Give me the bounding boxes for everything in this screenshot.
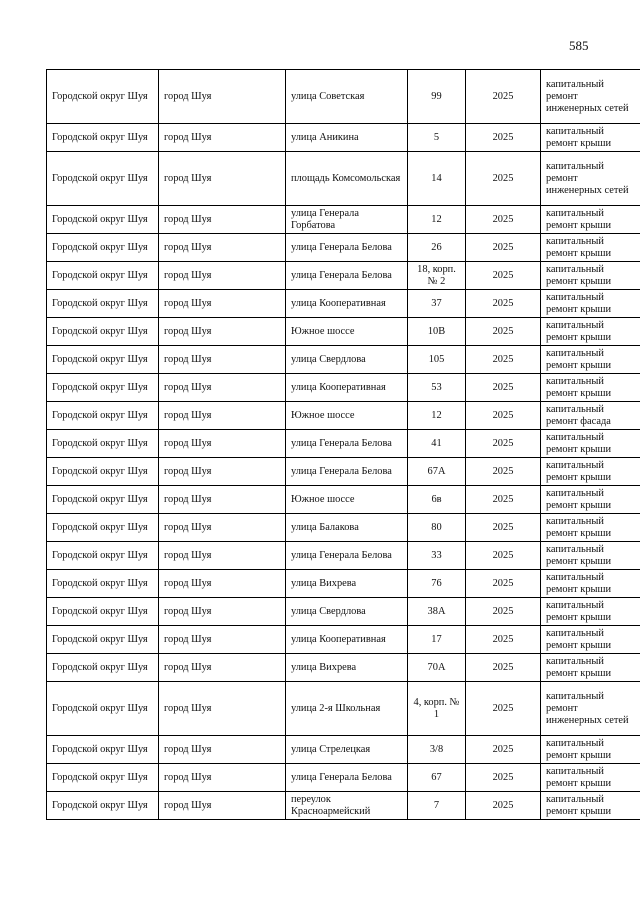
- table-row: [47, 598, 640, 626]
- page-number: 585: [569, 38, 589, 53]
- year-cell: 2025: [466, 402, 541, 430]
- table-row: [47, 542, 640, 570]
- street-cell: улица Генерала Белова: [286, 542, 408, 570]
- house-number-cell: 38А: [408, 598, 466, 626]
- house-number-cell: 67: [408, 764, 466, 792]
- year-cell: 2025: [466, 654, 541, 682]
- work-type-cell: капитальный ремонт крыши: [541, 318, 640, 346]
- repair-schedule-table: [46, 69, 640, 820]
- district-cell: Городской округ Шуя: [47, 206, 159, 234]
- work-type-cell: капитальный ремонт крыши: [541, 262, 640, 290]
- city-cell: город Шуя: [159, 206, 286, 234]
- street-cell: улица Генерала Белова: [286, 458, 408, 486]
- street-cell: улица Кооперативная: [286, 374, 408, 402]
- work-type-cell: капитальный ремонт крыши: [541, 234, 640, 262]
- work-type-cell: капитальный ремонт крыши: [541, 346, 640, 374]
- house-number-cell: 41: [408, 430, 466, 458]
- street-cell: улица Аникина: [286, 124, 408, 152]
- year-cell: 2025: [466, 626, 541, 654]
- district-cell: Городской округ Шуя: [47, 598, 159, 626]
- street-cell: улица Генерала Белова: [286, 430, 408, 458]
- work-type-cell: капитальный ремонт крыши: [541, 598, 640, 626]
- house-number-cell: 76: [408, 570, 466, 598]
- house-number-cell: 80: [408, 514, 466, 542]
- year-cell: 2025: [466, 570, 541, 598]
- year-cell: 2025: [466, 764, 541, 792]
- house-number-cell: 5: [408, 124, 466, 152]
- table-row: [47, 234, 640, 262]
- district-cell: Городской округ Шуя: [47, 542, 159, 570]
- work-type-cell: капитальный ремонт крыши: [541, 206, 640, 234]
- house-number-cell: 3/8: [408, 736, 466, 764]
- table-row: [47, 792, 640, 820]
- work-type-cell: капитальный ремонт крыши: [541, 792, 640, 820]
- city-cell: город Шуя: [159, 486, 286, 514]
- city-cell: город Шуя: [159, 598, 286, 626]
- city-cell: город Шуя: [159, 792, 286, 820]
- table-row: [47, 290, 640, 318]
- district-cell: Городской округ Шуя: [47, 318, 159, 346]
- city-cell: город Шуя: [159, 152, 286, 206]
- work-type-cell: капитальный ремонт крыши: [541, 458, 640, 486]
- house-number-cell: 17: [408, 626, 466, 654]
- street-cell: улица Свердлова: [286, 598, 408, 626]
- table-row: [47, 124, 640, 152]
- street-cell: улица Вихрева: [286, 570, 408, 598]
- street-cell: переулок Красноармейский: [286, 792, 408, 820]
- year-cell: 2025: [466, 70, 541, 124]
- table-row: [47, 514, 640, 542]
- district-cell: Городской округ Шуя: [47, 570, 159, 598]
- house-number-cell: 12: [408, 402, 466, 430]
- house-number-cell: 10В: [408, 318, 466, 346]
- table-row: [47, 152, 640, 206]
- year-cell: 2025: [466, 374, 541, 402]
- district-cell: Городской округ Шуя: [47, 486, 159, 514]
- table-row: [47, 626, 640, 654]
- house-number-cell: 99: [408, 70, 466, 124]
- work-type-cell: капитальный ремонт крыши: [541, 736, 640, 764]
- district-cell: Городской округ Шуя: [47, 514, 159, 542]
- year-cell: 2025: [466, 262, 541, 290]
- house-number-cell: 67А: [408, 458, 466, 486]
- work-type-cell: капитальный ремонт крыши: [541, 626, 640, 654]
- table-row: [47, 736, 640, 764]
- house-number-cell: 7: [408, 792, 466, 820]
- table-row: [47, 764, 640, 792]
- district-cell: Городской округ Шуя: [47, 70, 159, 124]
- year-cell: 2025: [466, 792, 541, 820]
- district-cell: Городской округ Шуя: [47, 792, 159, 820]
- work-type-cell: капитальный ремонт крыши: [541, 542, 640, 570]
- table-row: [47, 458, 640, 486]
- district-cell: Городской округ Шуя: [47, 458, 159, 486]
- table-body: [47, 70, 640, 820]
- year-cell: 2025: [466, 346, 541, 374]
- street-cell: улица 2-я Школьная: [286, 682, 408, 736]
- year-cell: 2025: [466, 598, 541, 626]
- city-cell: город Шуя: [159, 234, 286, 262]
- district-cell: Городской округ Шуя: [47, 626, 159, 654]
- year-cell: 2025: [466, 682, 541, 736]
- city-cell: город Шуя: [159, 736, 286, 764]
- year-cell: 2025: [466, 290, 541, 318]
- house-number-cell: 105: [408, 346, 466, 374]
- year-cell: 2025: [466, 736, 541, 764]
- year-cell: 2025: [466, 206, 541, 234]
- city-cell: город Шуя: [159, 290, 286, 318]
- city-cell: город Шуя: [159, 124, 286, 152]
- street-cell: улица Генерала Горбатова: [286, 206, 408, 234]
- district-cell: Городской округ Шуя: [47, 234, 159, 262]
- district-cell: Городской округ Шуя: [47, 152, 159, 206]
- street-cell: улица Вихрева: [286, 654, 408, 682]
- street-cell: улица Кооперативная: [286, 626, 408, 654]
- table-row: [47, 654, 640, 682]
- street-cell: улица Стрелецкая: [286, 736, 408, 764]
- house-number-cell: 33: [408, 542, 466, 570]
- year-cell: 2025: [466, 152, 541, 206]
- work-type-cell: капитальный ремонт инженерных сетей: [541, 70, 640, 124]
- city-cell: город Шуя: [159, 402, 286, 430]
- table-row: [47, 262, 640, 290]
- house-number-cell: 37: [408, 290, 466, 318]
- work-type-cell: капитальный ремонт крыши: [541, 486, 640, 514]
- city-cell: город Шуя: [159, 430, 286, 458]
- district-cell: Городской округ Шуя: [47, 654, 159, 682]
- work-type-cell: капитальный ремонт крыши: [541, 764, 640, 792]
- year-cell: 2025: [466, 514, 541, 542]
- work-type-cell: капитальный ремонт крыши: [541, 290, 640, 318]
- work-type-cell: капитальный ремонт инженерных сетей: [541, 152, 640, 206]
- district-cell: Городской округ Шуя: [47, 764, 159, 792]
- street-cell: улица Советская: [286, 70, 408, 124]
- year-cell: 2025: [466, 458, 541, 486]
- city-cell: город Шуя: [159, 542, 286, 570]
- work-type-cell: капитальный ремонт крыши: [541, 124, 640, 152]
- district-cell: Городской округ Шуя: [47, 736, 159, 764]
- street-cell: улица Балакова: [286, 514, 408, 542]
- city-cell: город Шуя: [159, 626, 286, 654]
- district-cell: Городской округ Шуя: [47, 290, 159, 318]
- street-cell: Южное шоссе: [286, 318, 408, 346]
- city-cell: город Шуя: [159, 514, 286, 542]
- street-cell: улица Генерала Белова: [286, 262, 408, 290]
- district-cell: Городской округ Шуя: [47, 124, 159, 152]
- table-row: [47, 682, 640, 736]
- house-number-cell: 6в: [408, 486, 466, 514]
- city-cell: город Шуя: [159, 764, 286, 792]
- street-cell: площадь Комсомольская: [286, 152, 408, 206]
- table-row: [47, 570, 640, 598]
- house-number-cell: 70А: [408, 654, 466, 682]
- year-cell: 2025: [466, 234, 541, 262]
- street-cell: Южное шоссе: [286, 486, 408, 514]
- city-cell: город Шуя: [159, 346, 286, 374]
- street-cell: улица Генерала Белова: [286, 764, 408, 792]
- house-number-cell: 18, корп. № 2: [408, 262, 466, 290]
- city-cell: город Шуя: [159, 654, 286, 682]
- year-cell: 2025: [466, 486, 541, 514]
- district-cell: Городской округ Шуя: [47, 402, 159, 430]
- table-row: [47, 318, 640, 346]
- work-type-cell: капитальный ремонт крыши: [541, 654, 640, 682]
- table-row: [47, 70, 640, 124]
- city-cell: город Шуя: [159, 374, 286, 402]
- house-number-cell: 53: [408, 374, 466, 402]
- city-cell: город Шуя: [159, 70, 286, 124]
- street-cell: Южное шоссе: [286, 402, 408, 430]
- house-number-cell: 14: [408, 152, 466, 206]
- table-row: [47, 206, 640, 234]
- table-row: [47, 430, 640, 458]
- table-row: [47, 346, 640, 374]
- table-row: [47, 374, 640, 402]
- table-row: [47, 402, 640, 430]
- city-cell: город Шуя: [159, 318, 286, 346]
- house-number-cell: 4, корп. № 1: [408, 682, 466, 736]
- city-cell: город Шуя: [159, 570, 286, 598]
- table-row: [47, 486, 640, 514]
- district-cell: Городской округ Шуя: [47, 346, 159, 374]
- district-cell: Городской округ Шуя: [47, 262, 159, 290]
- city-cell: город Шуя: [159, 458, 286, 486]
- city-cell: город Шуя: [159, 262, 286, 290]
- street-cell: улица Генерала Белова: [286, 234, 408, 262]
- work-type-cell: капитальный ремонт крыши: [541, 374, 640, 402]
- year-cell: 2025: [466, 124, 541, 152]
- house-number-cell: 12: [408, 206, 466, 234]
- city-cell: город Шуя: [159, 682, 286, 736]
- work-type-cell: капитальный ремонт крыши: [541, 570, 640, 598]
- district-cell: Городской округ Шуя: [47, 682, 159, 736]
- district-cell: Городской округ Шуя: [47, 430, 159, 458]
- year-cell: 2025: [466, 542, 541, 570]
- house-number-cell: 26: [408, 234, 466, 262]
- year-cell: 2025: [466, 430, 541, 458]
- work-type-cell: капитальный ремонт инженерных сетей: [541, 682, 640, 736]
- year-cell: 2025: [466, 318, 541, 346]
- work-type-cell: капитальный ремонт крыши: [541, 514, 640, 542]
- street-cell: улица Кооперативная: [286, 290, 408, 318]
- street-cell: улица Свердлова: [286, 346, 408, 374]
- district-cell: Городской округ Шуя: [47, 374, 159, 402]
- work-type-cell: капитальный ремонт крыши: [541, 430, 640, 458]
- work-type-cell: капитальный ремонт фасада: [541, 402, 640, 430]
